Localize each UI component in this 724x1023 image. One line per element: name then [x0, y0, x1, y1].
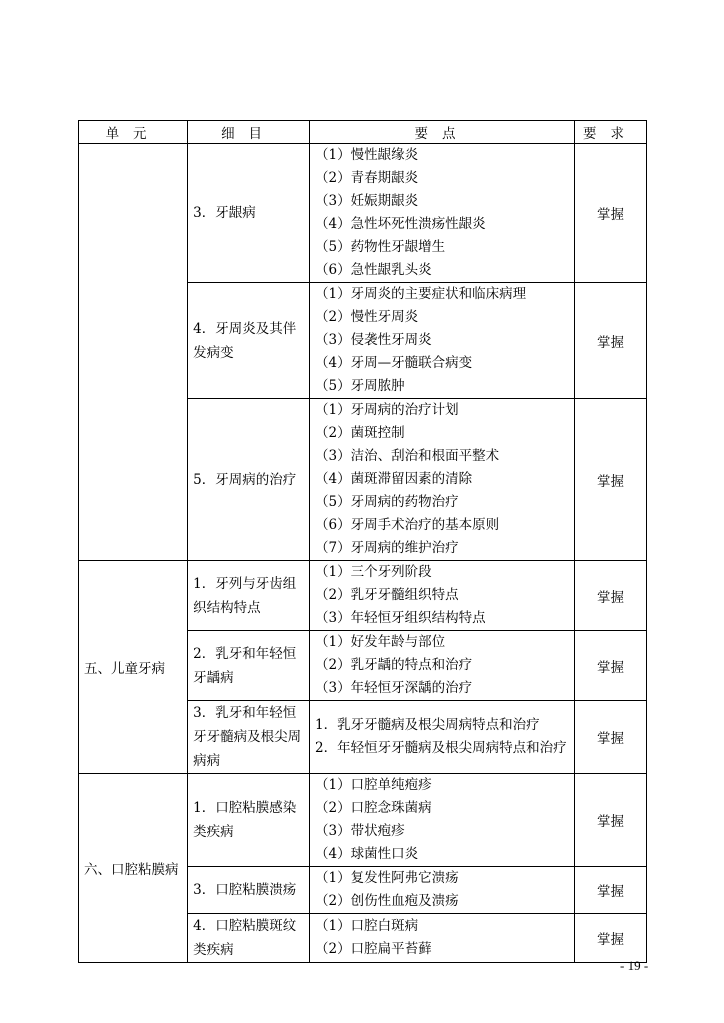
key-point-item: （6）牙周手术治疗的基本原则 [315, 517, 500, 533]
key-points-cell [310, 631, 575, 701]
key-point-item: （1）口腔单纯疱疹 [315, 777, 432, 793]
unit-cell [79, 144, 188, 561]
table-row [79, 561, 647, 631]
header-unit: 单元 [79, 121, 188, 144]
key-point-item: （1）牙周炎的主要症状和临床病理 [315, 286, 527, 302]
key-points-cell [310, 867, 575, 914]
key-point-item: （3）年轻恒牙组织结构特点 [315, 610, 486, 626]
key-point-item: 1．乳牙牙髓病及根尖周病特点和治疗 [315, 717, 540, 733]
key-point-item: （3）带状疱疹 [315, 823, 405, 839]
detail-cell: 1．口腔粘膜感染类疾病 [188, 774, 310, 867]
unit-cell: 六、口腔粘膜病 [79, 774, 188, 963]
key-point-item: 2．年轻恒牙牙髓病及根尖周病特点和治疗 [315, 740, 567, 756]
key-point-item: （2）青春期龈炎 [315, 170, 419, 186]
requirement-cell: 掌握 [574, 774, 646, 867]
detail-cell: 5．牙周病的治疗 [188, 399, 310, 561]
key-points-cell [310, 561, 575, 631]
requirement-cell: 掌握 [574, 867, 646, 914]
key-points-cell [310, 144, 575, 283]
key-point-item: （5）牙周脓肿 [315, 378, 405, 394]
key-points-cell [310, 914, 575, 963]
header-row [79, 121, 647, 144]
key-point-item: （2）口腔扁平苔藓 [315, 941, 432, 957]
detail-cell: 3．乳牙和年轻恒牙牙髓病及根尖周病病 [188, 701, 310, 774]
key-point-item: （5）药物性牙龈增生 [315, 239, 446, 255]
detail-cell: 4．口腔粘膜斑纹类疾病 [188, 914, 310, 963]
key-points-cell [310, 701, 575, 774]
requirement-cell: 掌握 [574, 283, 646, 399]
unit-cell: 五、儿童牙病 [79, 561, 188, 774]
key-points-cell [310, 774, 575, 867]
detail-cell: 3．牙龈病 [188, 144, 310, 283]
table-row [79, 774, 647, 867]
key-point-item: （1）慢性龈缘炎 [315, 147, 419, 163]
key-point-item: （4）急性坏死性溃疡性龈炎 [315, 216, 486, 232]
key-point-item: （4）球菌性口炎 [315, 846, 419, 862]
key-point-item: （1）好发年龄与部位 [315, 634, 446, 650]
key-point-item: （2）乳牙龋的特点和治疗 [315, 657, 473, 673]
key-point-item: （2）菌斑控制 [315, 425, 405, 441]
detail-cell: 4．牙周炎及其伴发病变 [188, 283, 310, 399]
requirement-cell: 掌握 [574, 144, 646, 283]
table-row [79, 144, 647, 283]
key-point-item: （2）口腔念珠菌病 [315, 800, 432, 816]
key-point-item: （1）口腔白斑病 [315, 918, 419, 934]
key-point-item: （1）三个牙列阶段 [315, 564, 432, 580]
key-point-item: （1）复发性阿弗它溃疡 [315, 870, 459, 886]
table-body [79, 144, 647, 963]
key-points-cell [310, 283, 575, 399]
key-point-item: （2）慢性牙周炎 [315, 309, 419, 325]
key-point-item: （4）牙周—牙髓联合病变 [315, 355, 473, 371]
key-point-item: （3）妊娠期龈炎 [315, 193, 419, 209]
key-points-cell [310, 399, 575, 561]
page-number: - 19 - [620, 958, 649, 973]
requirement-cell: 掌握 [574, 701, 646, 774]
key-point-item: （3）年轻恒牙深龋的治疗 [315, 680, 473, 696]
key-point-item: （4）菌斑滞留因素的清除 [315, 471, 473, 487]
requirement-cell: 掌握 [574, 399, 646, 561]
header-detail: 细目 [188, 121, 310, 144]
key-point-item: （6）急性龈乳头炎 [315, 262, 432, 278]
detail-cell: 1．牙列与牙齿组织结构特点 [188, 561, 310, 631]
requirement-cell: 掌握 [574, 561, 646, 631]
key-point-item: （2）创伤性血疱及溃疡 [315, 893, 459, 909]
key-point-item: （3）洁治、刮治和根面平整术 [315, 448, 500, 464]
syllabus-table [78, 120, 647, 963]
key-point-item: （1）牙周病的治疗计划 [315, 402, 459, 418]
requirement-cell: 掌握 [574, 631, 646, 701]
key-point-item: （5）牙周病的药物治疗 [315, 494, 459, 510]
key-point-item: （3）侵袭性牙周炎 [315, 332, 432, 348]
header-requirement: 要求 [574, 121, 646, 144]
key-point-item: （7）牙周病的维护治疗 [315, 540, 459, 556]
key-point-item: （2）乳牙牙髓组织特点 [315, 587, 459, 603]
detail-cell: 3．口腔粘膜溃疡 [188, 867, 310, 914]
detail-cell: 2．乳牙和年轻恒牙龋病 [188, 631, 310, 701]
requirement-cell: 掌握 [574, 914, 646, 963]
header-key-points: 要点 [310, 121, 575, 144]
